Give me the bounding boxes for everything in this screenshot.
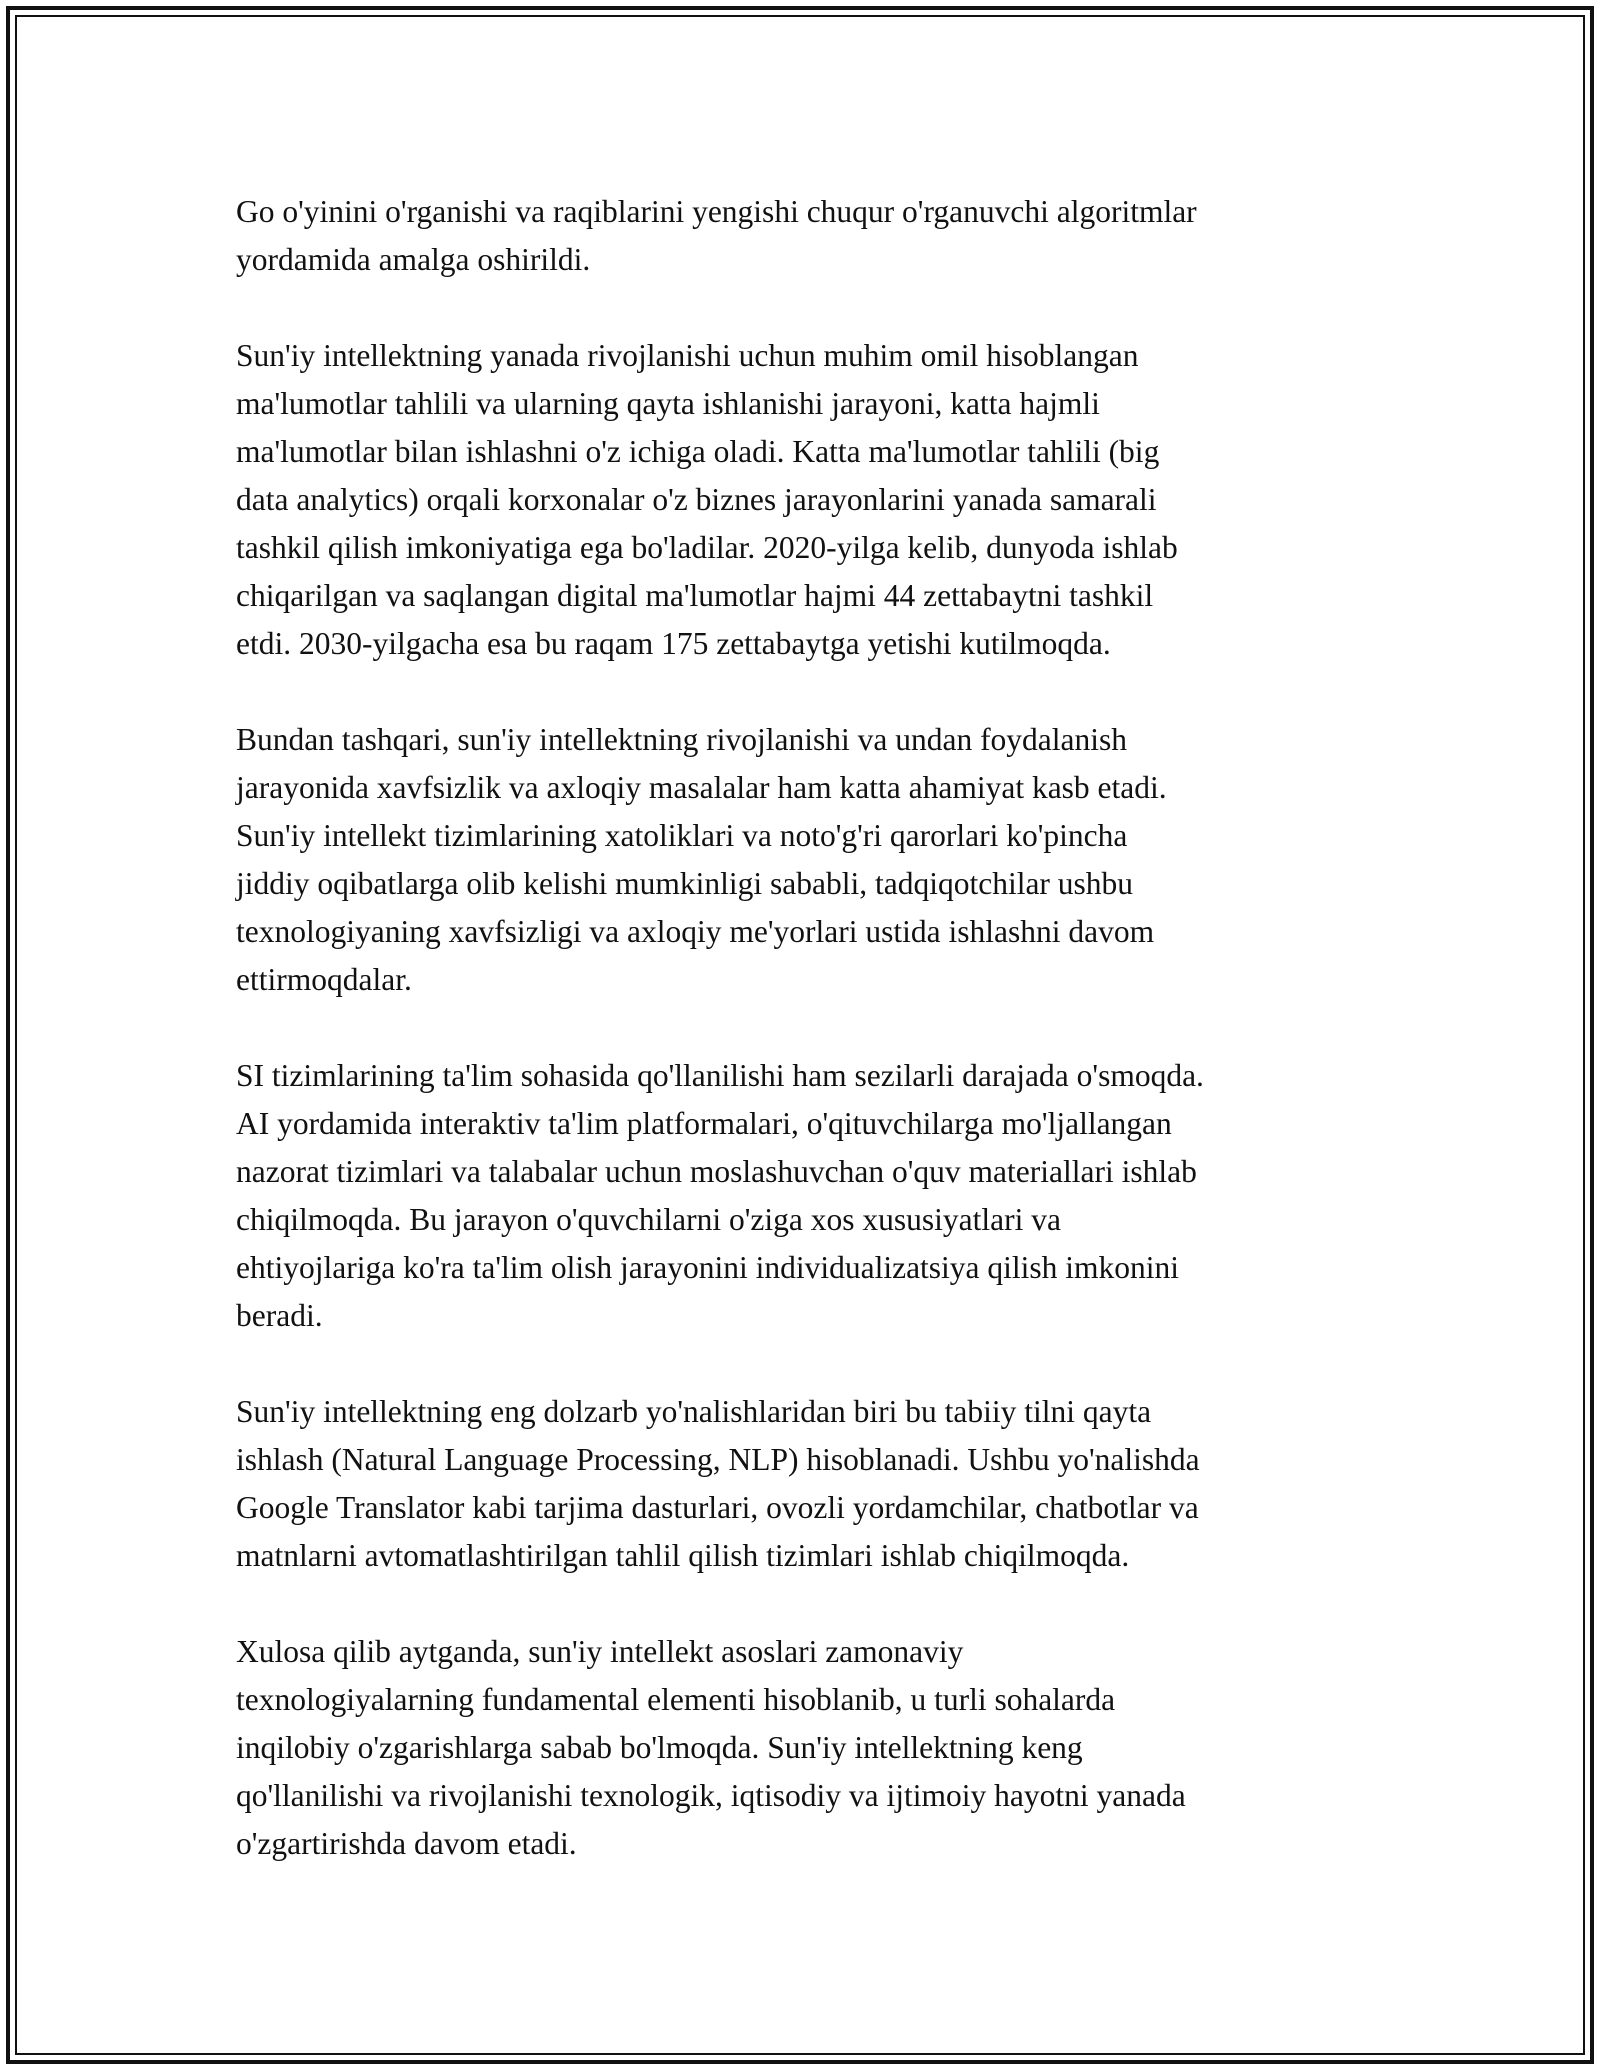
paragraph-6: Xulosa qilib aytganda, sun'iy intellekt asoslari zamonaviy texnologiyalarning fundamental elementi hisoblanib, u turli sohalarda inqilobiy o'zgarishlarga sabab bo'lmoqda. Sun'iy intellektning keng qo'llanilishi va rivojlanishi texnologik, iqtisodiy va ijtimoiy hayotni yanada o'zgartirishda davom etadi.: [236, 1634, 1186, 1861]
document-body: [236, 188, 1364, 1916]
paragraph-1: Go o'yinini o'rganishi va raqiblarini yengishi chuqur o'rganuvchi algoritmlar yordamida amalga oshirildi.: [236, 194, 1197, 277]
paragraph-3: Bundan tashqari, sun'iy intellektning rivojlanishi va undan foydalanish jarayonida xavfsizlik va axloqiy masalalar ham katta ahamiyat kasb etadi. Sun'iy intellekt tizimlarining xatoliklari va noto'g'ri qarorlari ko'pincha jiddiy oqibatlarga olib kelishi mumkinligi sababli, tadqiqotchilar ushbu texnologiyaning xavfsizligi va axloqiy me'yorlari ustida ishlashni davom ettirmoqdalar.: [236, 722, 1167, 997]
paragraph-4: SI tizimlarining ta'lim sohasida qo'llanilishi ham sezilarli darajada o'smoqda. AI yordamida interaktiv ta'lim platformalari, o'qituvchilarga mo'ljallangan nazorat tizimlari va talabalar uchun moslashuvchan o'quv materiallari ishlab chiqilmoqda. Bu jarayon o'quvchilarni o'ziga xos xususiyatlari va ehtiyojlariga ko'ra ta'lim olish jarayonini individualizatsiya qilish imkonini beradi.: [236, 1058, 1204, 1333]
paragraph-2: Sun'iy intellektning yanada rivojlanishi uchun muhim omil hisoblangan ma'lumotlar tahlili va ularning qayta ishlanishi jarayoni, katta hajmli ma'lumotlar bilan ishlashni o'z ichiga oladi. Katta ma'lumotlar tahlili (big data analytics) orqali korxonalar o'z biznes jarayonlarini yanada samarali tashkil qilish imkoniyatiga ega bo'ladilar. 2020-yilga kelib, dunyoda ishlab chiqarilgan va saqlangan digital ma'lumotlar hajmi 44 zettabaytni tashkil etdi. 2030-yilgacha esa bu raqam 175 zettabaytga yetishi kutilmoqda.: [236, 338, 1178, 661]
paragraph-5: Sun'iy intellektning eng dolzarb yo'nalishlaridan biri bu tabiiy tilni qayta ishlash (Natural Language Processing, NLP) hisoblanadi. Ushbu yo'nalishda Google Translator kabi tarjima dasturlari, ovozli yordamchilar, chatbotlar va matnlarni avtomatlashtirilgan tahlil qilish tizimlari ishlab chiqilmoqda.: [236, 1394, 1200, 1573]
